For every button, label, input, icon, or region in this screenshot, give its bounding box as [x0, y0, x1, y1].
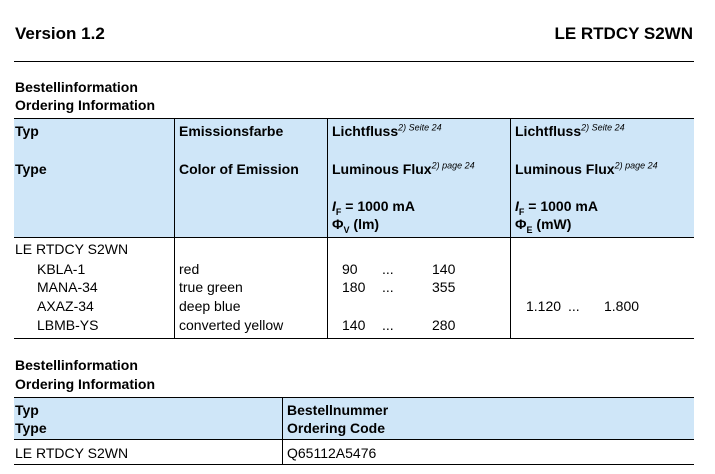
- table1-col-divider-3: [510, 119, 511, 338]
- header-radiant-flux-de: Lichtfluss$^{2) Seite 24}$: [515, 122, 625, 139]
- header-flux-en: Luminous Flux$^{2) page 24}$: [332, 160, 475, 177]
- row-color: converted yellow: [179, 317, 284, 333]
- row-flux-min: 140: [342, 317, 366, 333]
- header2-code-en: Ordering Code: [287, 420, 386, 436]
- radiant-footnote-de: 2) Seite 24: [581, 122, 625, 133]
- header-emission-de: Emissionsfarbe: [179, 123, 284, 139]
- header-phi-e: $\Phi_E$ (mW): [515, 216, 572, 235]
- header-type: Type: [15, 161, 47, 177]
- row-flux-min: 90: [342, 261, 358, 277]
- table2-header-rule: [14, 439, 694, 440]
- table2-bottom-rule: [14, 464, 694, 465]
- row-type: MANA-34: [37, 279, 98, 295]
- section1-title-de: Bestellinformation: [15, 79, 138, 95]
- radiant-flux-min: 1.120: [526, 298, 562, 314]
- row-color: deep blue: [179, 298, 241, 314]
- header-flux-de: Lichtfluss$^{2) Seite 24}$: [332, 122, 442, 139]
- order-code: Q65112A5476: [287, 445, 377, 461]
- flux-footnote-de: 2) Seite 24: [398, 122, 442, 133]
- table1-top-rule: [14, 118, 694, 119]
- row-flux-sep: ...: [382, 261, 394, 277]
- header2-code-de: Bestellnummer: [287, 402, 389, 418]
- row-flux-sep: ...: [382, 317, 394, 333]
- row-flux-sep: ...: [382, 279, 394, 295]
- row-flux-max: 140: [432, 261, 456, 277]
- row-flux-min: 180: [342, 279, 366, 295]
- radiant-flux-sep: ...: [568, 298, 580, 314]
- table1-col-divider-1: [174, 119, 175, 338]
- header-phi-v: $\Phi_V$ (lm): [332, 216, 380, 235]
- header2-typ: Typ: [15, 402, 39, 418]
- row-type: LBMB-YS: [37, 317, 99, 333]
- row-flux-max: 280: [432, 317, 456, 333]
- header-emission-en: Color of Emission: [179, 161, 299, 177]
- flux-footnote-en: 2) page 24: [431, 160, 475, 171]
- section2-title-en: Ordering Information: [15, 376, 155, 392]
- row-color: red: [179, 261, 200, 277]
- table2-col-divider: [282, 398, 283, 464]
- table2-top-rule: [14, 397, 694, 398]
- header-condition-v: $I_F = 1000$ mA: [332, 198, 415, 217]
- header-rule: [14, 61, 694, 62]
- product-title: LE RTDCY S2WN: [554, 24, 693, 43]
- table1-bottom-rule: [14, 338, 694, 339]
- table1-col-divider-2: [327, 119, 328, 338]
- table1-header-rule: [14, 237, 694, 238]
- row-color: true green: [179, 279, 243, 295]
- header-condition-e: $I_F = 1000$ mA: [515, 198, 598, 217]
- radiant-flux-max: 1.800: [604, 298, 640, 314]
- row-flux-max: 355: [432, 279, 456, 295]
- group-name: LE RTDCY S2WN: [15, 241, 129, 257]
- order-type: LE RTDCY S2WN: [15, 445, 129, 461]
- header2-type: Type: [15, 420, 47, 436]
- section2-title-de: Bestellinformation: [15, 357, 138, 373]
- header-radiant-flux-en: Luminous Flux$^{2) page 24}$: [515, 160, 658, 177]
- row-type: AXAZ-34: [37, 298, 94, 314]
- row-type: KBLA-1: [37, 261, 86, 277]
- section1-title-en: Ordering Information: [15, 97, 155, 113]
- radiant-footnote-en: 2) page 24: [614, 160, 658, 171]
- version-label: Version 1.2: [15, 24, 105, 43]
- header-typ: Typ: [15, 123, 39, 139]
